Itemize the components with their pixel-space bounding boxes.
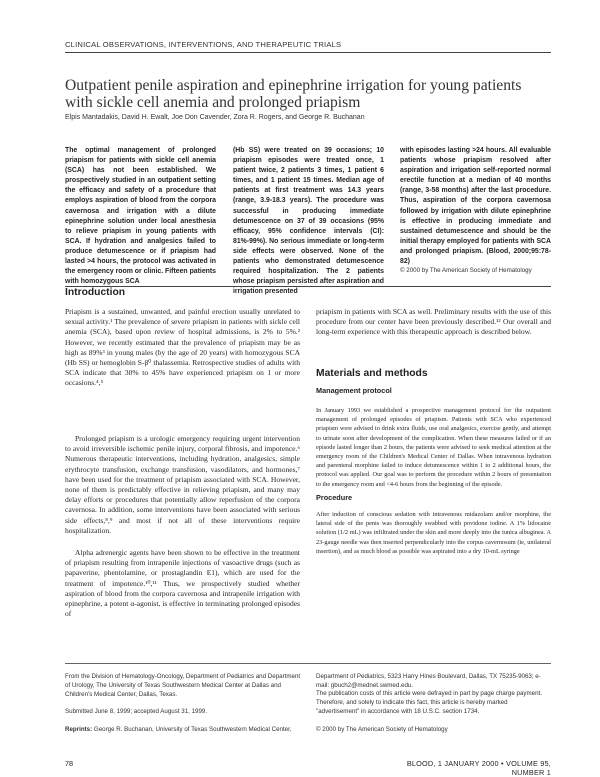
article-title: Outpatient penile aspiration and epinephrine irrigation for young patients with sickle cell anemia and prolonged priapism (65, 77, 522, 111)
intro-p1-text: Priapism is a sustained, unwanted, and painful erection usually unrelated to sexual activity.¹ The prevalence of severe priapism in patients with sickle cell anemia (SCA), based upon review of hospital admissions, is 2% to 5%.² However, we recently estimated that the prevalence of priapism may be as high as 89%³ in young males (by the age of 20 years) with homozygous SCA (Hb SS) or hemoglobin S-β⁰ thalassemia. Retrospective studies of adults with SCA indicate that 30% to 45% have experienced priapism on 1 or more occasions.⁴,⁵ (65, 307, 300, 388)
intro-p3-text: Alpha adrenergic agents have been shown to be effective in the treatment of priapism resulting from intrapenile injections of vasoactive drugs (such as papaverine, phentolamine, or prostaglandin E1), which are used for the treatment of impotence.¹⁰,¹¹ Thus, we prospectively studied whether aspiration of blood from the corpora cavernosa and intrapenile irrigation with epinephrine, a potent α-agonist, is effective in terminating prolonged episodes of (65, 548, 300, 619)
running-footer: BLOOD, 1 JANUARY 2000 • VOLUME 95, NUMBER 1 (406, 759, 551, 777)
footnote-affiliation: From the Division of Hematology-Oncology, Department of Pediatrics and Department of Urology, The University of Texas Southwestern Medical Center at Dallas and Children's Medical Center, Dallas, Texas. (65, 673, 301, 698)
running-header: CLINICAL OBSERVATIONS, INTERVENTIONS, AND THERAPEUTIC TRIALS (65, 40, 342, 49)
abstract-column-3: with episodes lasting >24 hours. All evaluable patients whose priapism resolved after aspiration and irrigation self-reported normal erectile function at a median of 40 months (range, 3-58 months) after the last procedure. Thus, aspiration of the corpora cavernosa followed by irrigation with dilute epinephrine is effective in producing immediate and sustained detumescence and should be the initial therapy employed for patients with SCA and prolonged priapism. (Blood, 2000;95:78-82) (400, 147, 551, 266)
section-rule (65, 286, 551, 287)
footnote-reprints (65, 726, 305, 735)
reprints-text: George R. Buchanan, University of Texas Southwestern Medical Center, (93, 726, 292, 733)
footnote-charges: The publication costs of this article were defrayed in part by page charge payment. Therefore, and solely to indicate this fact, this article is hereby marked "advertisement" in accordance with 18 U.S.C. section 1734. (316, 690, 542, 715)
abstract-column-1: The optimal management of prolonged priapism for patients with sickle cell anemia (SCA) has not been established. We prospectively studied in an outpatient setting the efficacy and safety of a procedure that employs aspiration of blood from the corpora cavernosa and irrigation with a dilute epinephrine solution under local anesthesia to relieve priapism in young patients with SCA. If hydration and analgesics failed to produce detumescence or if priapism had lasted >4 hours, the protocol was activated in the emergency room or clinic. Fifteen patients with homozygous SCA (65, 147, 216, 286)
methods-heading: Materials and methods (316, 368, 428, 379)
procedure-heading: Procedure (316, 493, 353, 502)
footnote-address: Department of Pediatrics, 5323 Harry Hines Boulevard, Dallas, TX 75235-9063; e-mail: gbuch2@mednet.swmed.edu. (316, 673, 541, 689)
footnote-rule (65, 663, 551, 664)
intro-p2-text: Prolonged priapism is a urologic emergency requiring urgent intervention to avoid irreversible ischemic penile injury, corporal fibrosis, and impotence.⁶ Numerous therapeutic interventions, including hydration, analgesics, simple erythrocyte transfusion, exchange transfusion, vasodilators, and hormones,⁷ have been used for the treatment of priapism associated with SCA. However, none of them is predictably effective in relieving priapism, and many may delay efforts or procedures that potentially allow reperfusion of the corpora cavernosa. In addition, some interventions have been associated with serious side effects,⁸,⁹ and most if not all of these interventions require hospitalization. (65, 434, 300, 535)
footnote-copyright: © 2000 by The American Society of Hematology (316, 726, 448, 733)
page-number: 78 (65, 759, 74, 768)
abstract-column-2: (Hb SS) were treated on 39 occasions; 10 priapism episodes were treated once, 1 patient twice, 2 patients 3 times, 1 patient 6 times, and 1 patient 15 times. Median age of patients at first treatment was 14.3 years (range, 3.9-18.3 years). The procedure was successful in producing immediate detumescence on 37 of 39 occasions (95% efficacy, 95% confidence intervals (CI): 81%-99%). No serious immediate or long-term side effects were observed. None of the patients who demonstrated detumescence required hospitalization. The 2 patients whose priapism persisted after aspiration and irrigation presented (233, 147, 384, 296)
introduction-heading: Introduction (65, 287, 126, 298)
footnote-submitted: Submitted June 8, 1999; accepted August 31, 1999. (65, 708, 208, 715)
procedure-text: After induction of conscious sedation with intravenous midazolam and/or morphine, the lateral side of the penis was thoroughly swabbed with povidone iodine. A 1% lidocaine solution (1/2 mL) was infiltrated under the skin and more deeply into the tunica albuginea. A 23-gauge needle was then inserted perpendicularly into the corpus cavernosum (ie, unilateral insertion), and as much blood as possible was aspirated into a dry 10-mL syringe (316, 511, 551, 555)
author-list: Elpis Mantadakis, David H. Ewalt, Joe Don Cavender, Zora R. Rogers, and George R. Buchanan (65, 114, 365, 121)
reprints-label: Reprints: (65, 726, 93, 733)
intro-paragraph-1 (65, 307, 300, 389)
intro-paragraph-3 (65, 548, 300, 619)
intro-p4-text: priapism in patients with SCA as well. Preliminary results with the use of this procedure from our center have been previously described.¹² Our overall and long-term experience with this therapeutic approach is described below. (316, 307, 551, 337)
intro-paragraph-4 (316, 307, 551, 338)
intro-paragraph-2 (65, 434, 300, 536)
protocol-text: In January 1993 we established a prospective management protocol for the outpatient management of prolonged episodes of priapism. Patients with SCA who experienced priapism were advised to drink extra fluids, use oral analgesics, exercise gently, and attempt to urinate soon after development of the complication. When these measures failed or if an episode lasted longer than 2 hours, the patients were advised to seek medical attention at the emergency room of the Children's Medical Center of Dallas. When intravenous hydration and parenteral morphine failed to induce detumescence within 1 to 2 additional hours, the protocol was applied. Our goal was to perform the procedure within 2 hours of presentation to the emergency room and <4-6 hours from the beginning of the episode. (316, 407, 551, 488)
header-rule (65, 52, 551, 53)
abstract-copyright: © 2000 by The American Society of Hematology (400, 267, 532, 274)
protocol-heading: Management protocol (316, 386, 392, 395)
